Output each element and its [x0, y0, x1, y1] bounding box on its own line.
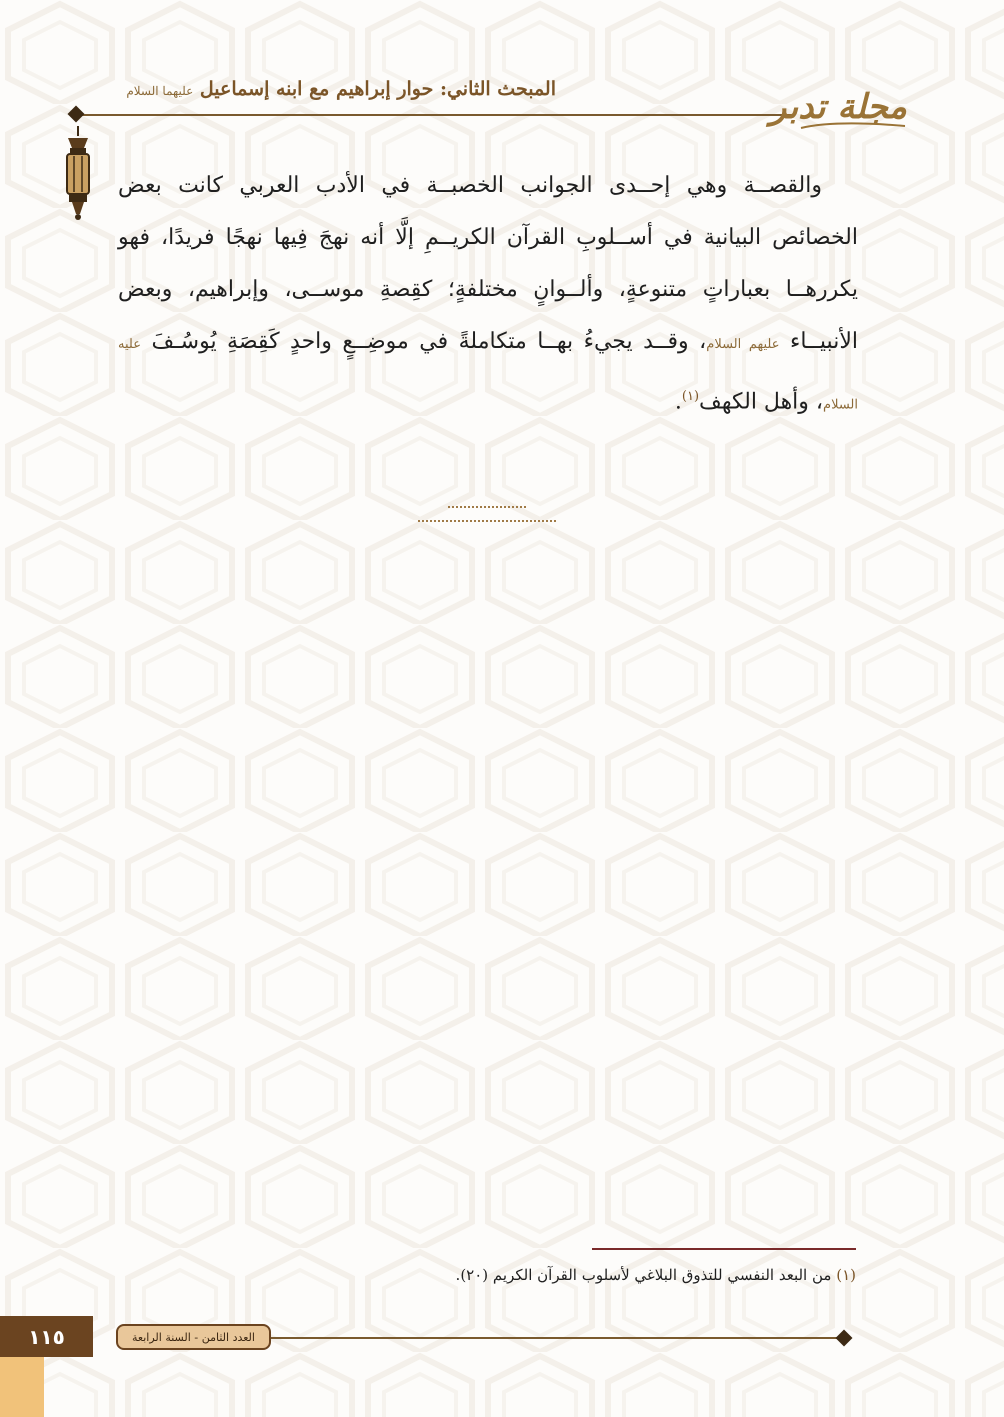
body-paragraph	[118, 160, 858, 431]
section-title-text: المبحث الثاني: حوار إبراهيم مع ابنه إسماعيل	[199, 78, 556, 100]
honorific-prophets: عليهم السلام	[706, 337, 780, 352]
magazine-logo	[769, 70, 910, 136]
body-text-part-2: ، وقــد يجيءُ بهــا متكاملةً في موضِــعٍ واحدٍ كَقِصَةِ يُوسُـفَ	[151, 329, 707, 354]
header-rule	[76, 114, 792, 116]
lantern-icon	[58, 126, 98, 222]
footnote-text: من البعد النفسي للتذوق البلاغي لأسلوب القرآن الكريم (٢٠).	[455, 1266, 832, 1284]
page-number: ١١٥	[0, 1316, 93, 1357]
footnote	[256, 1266, 856, 1284]
side-color-bar	[0, 1357, 44, 1417]
section-title	[126, 78, 556, 100]
separator-dots-top	[448, 506, 526, 512]
separator-dots-bottom	[418, 520, 556, 526]
section-title-honorific: عليهما السلام	[126, 84, 194, 98]
body-text-part-1: والقصــة وهي إحــدى الجوانب الخصبــة في الأدب العربي كانت بعض الخصائص البيانية في أســلوبِ القرآن الكريــمِ إلَّا أنه نهجَ فِيها نهجًا فريدًا، فهو يكررهــا بعباراتٍ متنوعةٍ، وألــوانٍ مختلفةٍ؛ كقِصةِ موســى، وإبراهيم، وبعض الأنبيــاء	[118, 173, 858, 354]
footnote-reference[interactable]: (١)	[681, 389, 700, 404]
body-text-end: .	[674, 389, 682, 415]
body-text-part-3: ، وأهل الكهف	[699, 389, 824, 415]
footer-rule	[271, 1337, 843, 1339]
magazine-logo-text: مجلة تدبر	[769, 87, 907, 127]
footnote-number: (١)	[836, 1266, 856, 1284]
honorific-yusuf: عليه السلام	[118, 337, 858, 413]
footnote-rule	[592, 1248, 856, 1250]
issue-badge: العدد الثامن - السنة الرابعة	[116, 1324, 271, 1350]
